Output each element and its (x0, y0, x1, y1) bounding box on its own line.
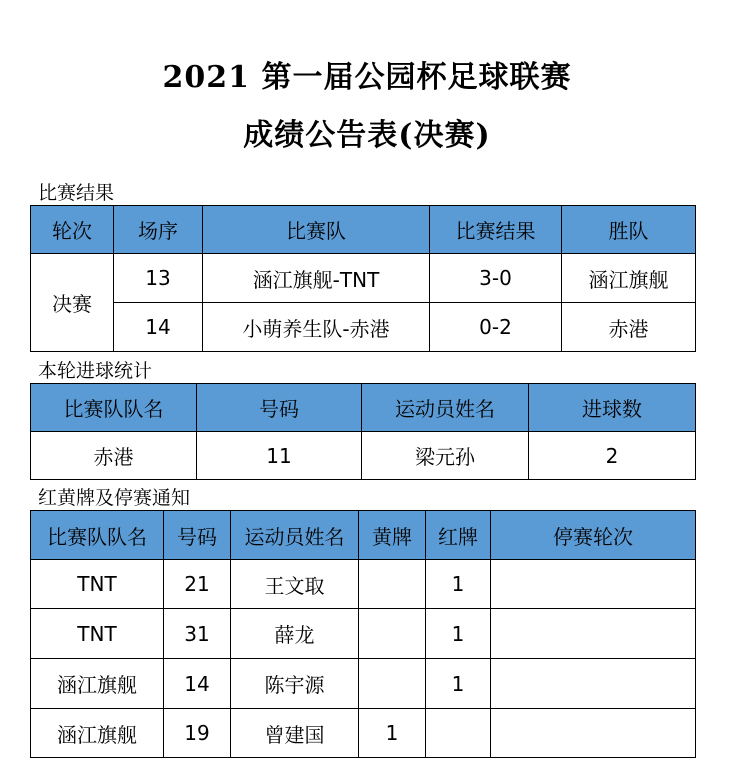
player-cell: 曾建国 (231, 709, 359, 758)
header-cell: 场序 (114, 206, 203, 254)
header-cell: 比赛队队名 (31, 511, 164, 560)
suspension-cell (491, 560, 696, 609)
number-cell: 31 (164, 609, 231, 659)
results-header-row (31, 206, 696, 254)
player-cell: 王文取 (231, 560, 359, 609)
cards-table (30, 510, 696, 758)
cards-header-row (31, 511, 696, 560)
suspension-cell (491, 709, 696, 758)
team-cell: 涵江旗舰 (31, 659, 164, 709)
header-cell: 运动员姓名 (231, 511, 359, 560)
team-cell: TNT (31, 560, 164, 609)
header-cell: 胜队 (562, 206, 696, 254)
match-number-cell: 13 (114, 254, 203, 303)
round-cell: 决赛 (31, 254, 114, 352)
red-card-cell: 1 (426, 659, 491, 709)
table-row (31, 432, 696, 480)
table-row (31, 303, 696, 352)
table-row (31, 560, 696, 609)
score-cell: 3-0 (430, 254, 562, 303)
results-section-title: 比赛结果 (38, 182, 115, 204)
header-cell: 号码 (164, 511, 231, 560)
table-row (31, 254, 696, 303)
number-cell: 19 (164, 709, 231, 758)
red-card-cell: 1 (426, 560, 491, 609)
player-cell: 梁元孙 (362, 432, 529, 480)
page-title: 2021 第一届公园杯足球联赛 (162, 60, 572, 95)
header-cell: 比赛队队名 (31, 384, 197, 432)
header-cell: 停赛轮次 (491, 511, 696, 560)
team-cell: TNT (31, 609, 164, 659)
header-cell: 比赛队 (203, 206, 430, 254)
score-cell: 0-2 (430, 303, 562, 352)
cards-section-title: 红黄牌及停赛通知 (38, 487, 191, 509)
number-cell: 11 (197, 432, 362, 480)
red-card-cell (426, 709, 491, 758)
teams-cell: 小萌养生队-赤港 (203, 303, 430, 352)
team-cell: 赤港 (31, 432, 197, 480)
header-cell: 红牌 (426, 511, 491, 560)
yellow-card-cell (359, 560, 426, 609)
teams-cell: 涵江旗舰-TNT (203, 254, 430, 303)
team-cell: 涵江旗舰 (31, 709, 164, 758)
number-cell: 14 (164, 659, 231, 709)
table-row (31, 609, 696, 659)
table-row (31, 709, 696, 758)
red-card-cell: 1 (426, 609, 491, 659)
goals-cell: 2 (529, 432, 696, 480)
match-number-cell: 14 (114, 303, 203, 352)
yellow-card-cell (359, 659, 426, 709)
header-cell: 黄牌 (359, 511, 426, 560)
goals-table (30, 383, 696, 480)
player-cell: 陈宇源 (231, 659, 359, 709)
number-cell: 21 (164, 560, 231, 609)
suspension-cell (491, 609, 696, 659)
header-cell: 运动员姓名 (362, 384, 529, 432)
header-cell: 比赛结果 (430, 206, 562, 254)
results-table (30, 205, 696, 352)
player-cell: 薛龙 (231, 609, 359, 659)
suspension-cell (491, 659, 696, 709)
winner-cell: 涵江旗舰 (562, 254, 696, 303)
winner-cell: 赤港 (562, 303, 696, 352)
table-row (31, 659, 696, 709)
yellow-card-cell (359, 609, 426, 659)
goals-header-row (31, 384, 696, 432)
header-cell: 号码 (197, 384, 362, 432)
goals-section-title: 本轮进球统计 (38, 360, 153, 382)
yellow-card-cell: 1 (359, 709, 426, 758)
page-subtitle: 成绩公告表(决赛) (243, 118, 491, 153)
header-cell: 轮次 (31, 206, 114, 254)
header-cell: 进球数 (529, 384, 696, 432)
